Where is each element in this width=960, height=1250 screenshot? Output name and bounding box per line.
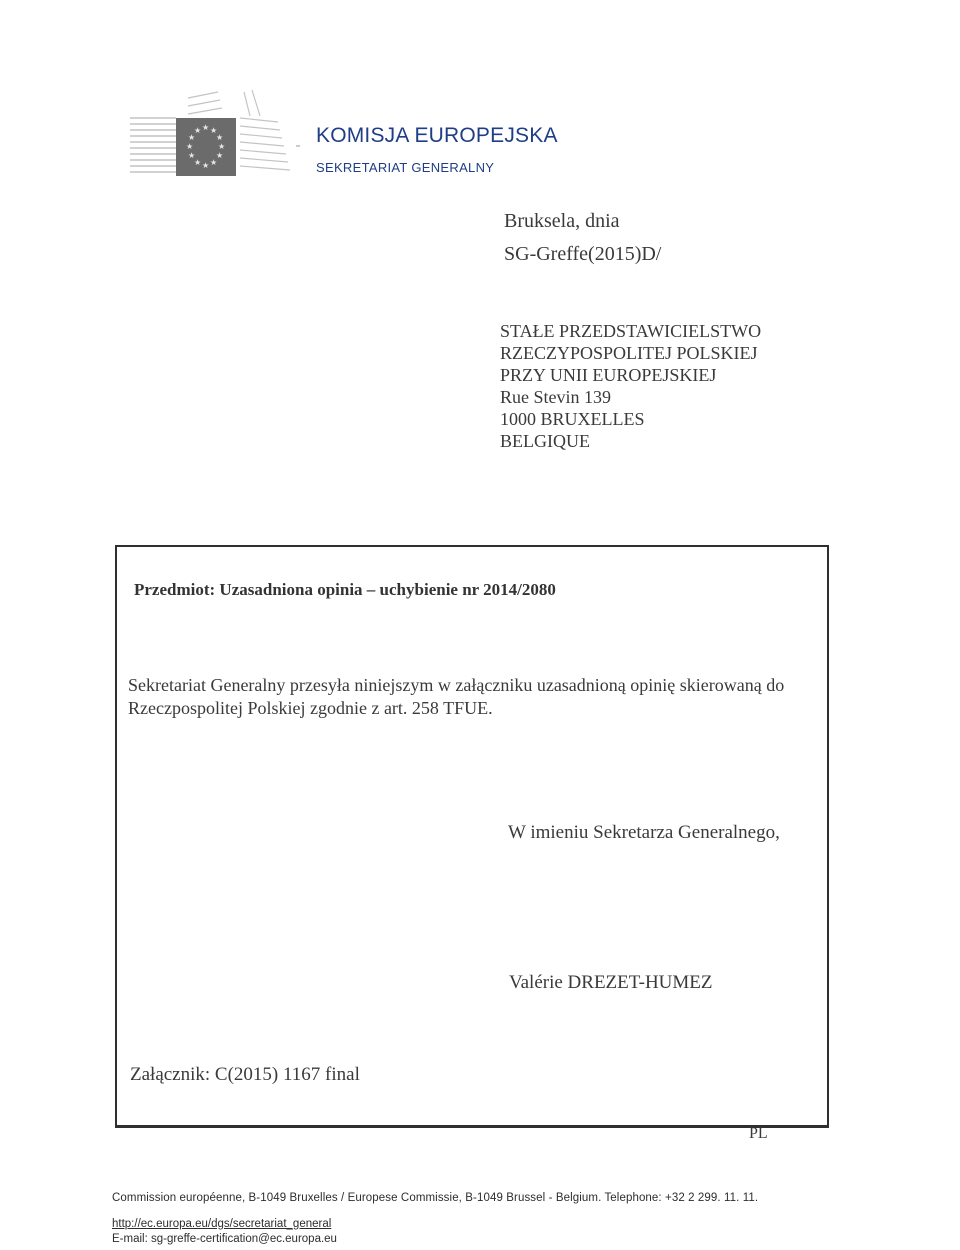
svg-text:★: ★	[216, 151, 224, 160]
organization-department: SEKRETARIAT GENERALNY	[316, 160, 495, 175]
annex-reference: Załącznik: C(2015) 1167 final	[130, 1064, 360, 1085]
address-line: PRZY UNII EUROPEJSKIEJ	[500, 365, 717, 385]
address-line: 1000 BRUXELLES	[500, 409, 645, 429]
language-code: PL	[749, 1125, 768, 1142]
organization-name: KOMISJA EUROPEJSKA	[316, 124, 558, 147]
svg-text:★: ★	[186, 142, 194, 151]
svg-text:★: ★	[188, 133, 196, 142]
address-line: RZECZYPOSPOLITEJ POLSKIEJ	[500, 343, 758, 363]
address-line: STAŁE PRZEDSTAWICIELSTWO	[500, 321, 762, 341]
footer-address: Commission européenne, B-1049 Bruxelles / Europese Commissie, B-1049 Brussel - Belgium. Telephone: +32 2 299. 11. 11.	[112, 1192, 759, 1204]
recipient-address	[500, 320, 761, 452]
eu-commission-logo	[128, 88, 300, 180]
svg-text:★: ★	[210, 126, 218, 135]
signer-name: Valérie DREZET-HUMEZ	[509, 972, 713, 993]
svg-text:★: ★	[216, 133, 224, 142]
address-line: BELGIQUE	[500, 431, 590, 451]
footer-website-link[interactable]: http://ec.europa.eu/dgs/secretariat_general	[112, 1218, 332, 1230]
svg-text:★: ★	[202, 161, 210, 170]
footer-email: E-mail: sg-greffe-certification@ec.europa.eu	[112, 1233, 337, 1245]
svg-text:★: ★	[194, 126, 202, 135]
svg-text:★: ★	[188, 151, 196, 160]
reference-number: SG-Greffe(2015)D/	[504, 243, 662, 265]
svg-text:★: ★	[218, 142, 226, 151]
eu-flag-building-logo-icon	[128, 88, 300, 180]
svg-text:★: ★	[202, 123, 210, 132]
letter-subject: Przedmiot: Uzasadniona opinia – uchybienie nr 2014/2080	[134, 580, 556, 599]
letter-body: Sekretariat Generalny przesyła niniejszym w załączniku uzasadnioną opinię skierowaną do Rzeczpospolitej Polskiej zgodnie z art. 258 TFUE.	[128, 675, 785, 718]
svg-text:★: ★	[210, 158, 218, 167]
date-line: Bruksela, dnia	[504, 210, 620, 232]
svg-text:★: ★	[194, 158, 202, 167]
letter-signoff: W imieniu Sekretarza Generalnego,	[508, 822, 780, 843]
address-line: Rue Stevin 139	[500, 387, 611, 407]
